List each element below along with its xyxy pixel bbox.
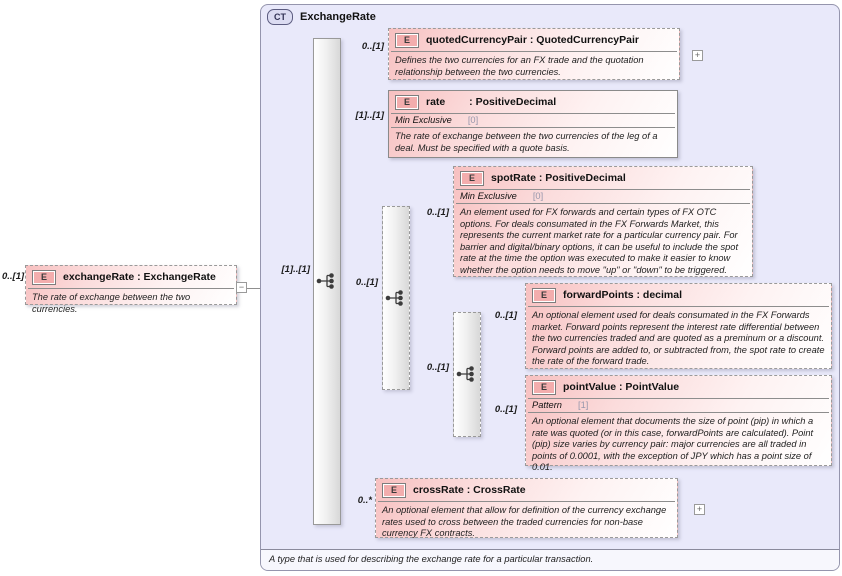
element-pointValue[interactable] xyxy=(525,375,832,473)
element-exchangeRate[interactable] xyxy=(25,265,237,314)
facet-row xyxy=(526,399,831,412)
cardinality-label: 0..[1] xyxy=(426,362,449,373)
complextype-icon: CT xyxy=(267,9,293,25)
complextype-annotation: A type that is used for describing the exchange rate for a particular transaction. xyxy=(261,549,839,570)
element-icon: E xyxy=(395,33,419,48)
cardinality-label: 0..[1] xyxy=(494,404,517,415)
facet-value: [0] xyxy=(532,191,544,201)
facet-value: [1] xyxy=(577,400,589,410)
element-annotation: The rate of exchange between the two currencies of the leg of a deal. Must be specified with a quote basis. xyxy=(395,131,658,153)
element-icon: E xyxy=(532,288,556,303)
cardinality-label: 0..[1] xyxy=(426,207,449,218)
facet-name: Min Exclusive xyxy=(460,191,517,201)
cardinality-label: 0..[1] xyxy=(361,41,384,52)
complextype-header[interactable] xyxy=(267,9,376,25)
facet-name: Min Exclusive xyxy=(395,115,452,125)
cardinality-label: [1]..[1] xyxy=(281,264,310,275)
element-annotation: The rate of exchange between the two currencies. xyxy=(32,292,191,314)
cardinality-label: 0..[1] xyxy=(494,310,517,321)
element-icon: E xyxy=(395,95,419,110)
element-title: quotedCurrencyPair : QuotedCurrencyPair xyxy=(426,34,639,46)
element-rate[interactable] xyxy=(388,90,678,158)
facet-name: Pattern xyxy=(532,400,562,410)
element-crossRate[interactable] xyxy=(375,478,678,538)
element-icon: E xyxy=(382,483,406,498)
element-forwardPoints[interactable] xyxy=(525,283,832,369)
element-title: spotRate : PositiveDecimal xyxy=(491,172,626,184)
facet-row xyxy=(454,190,752,203)
expand-toggle[interactable]: + xyxy=(694,504,705,515)
element-quotedCurrencyPair[interactable] xyxy=(388,28,680,80)
element-title: pointValue : PointValue xyxy=(563,381,680,393)
cardinality-label: [1]..[1] xyxy=(355,110,384,121)
element-annotation: An element used for FX forwards and certain types of FX OTC options. For deals consumated in the FX Forwards Market, this represents the current market rate for a particular currency pair. For barrier and digital/binary options, it can be useful to include the spot rate at the time the option was executed to make it easier to know whether the option needs to move "up" or "down" to be triggered. xyxy=(460,207,739,275)
element-icon: E xyxy=(460,171,484,186)
element-icon: E xyxy=(532,380,556,395)
expand-toggle[interactable]: + xyxy=(692,50,703,61)
element-annotation: An optional element used for deals consumated in the FX Forwards market. Forward points represent the interest rate differential between the two currencies traded and are quoted as a preminum or a discount. Forward points are added to, or subtracted from, the spot rate to create the rate of the forward trade. xyxy=(532,310,825,367)
element-annotation: An optional element that documents the size of point (pip) in which a rate was quoted (or in this case, forwardPoints are calculated). Point (pip) size varies by currency pair: major currencies are all traded in points of 0.0001, with the exception of JPY which has a point size of 0.01. xyxy=(532,416,814,473)
sequence-icon xyxy=(316,272,338,290)
element-title: rate : PositiveDecimal xyxy=(426,96,557,108)
cardinality-label: 0..[1] xyxy=(2,271,25,282)
element-annotation: Defines the two currencies for an FX trade and the quotation relationship between the two currencies. xyxy=(395,55,644,77)
element-title: forwardPoints : decimal xyxy=(563,289,683,301)
element-annotation: An optional element that allow for definition of the currency exchange rates used to cross between the traded currencies for non-base currency FX contracts. xyxy=(382,505,667,539)
cardinality-label: 0..[1] xyxy=(355,277,378,288)
complextype-title: ExchangeRate xyxy=(300,11,376,23)
element-title: exchangeRate : ExchangeRate xyxy=(63,271,216,283)
element-title: crossRate : CrossRate xyxy=(413,484,526,496)
facet-row xyxy=(389,114,677,127)
cardinality-label: 0..* xyxy=(357,495,372,506)
element-spotRate[interactable] xyxy=(453,166,753,277)
sequence-icon xyxy=(385,289,407,307)
sequence-icon xyxy=(456,365,478,383)
collapse-toggle[interactable]: − xyxy=(236,282,247,293)
facet-value: [0] xyxy=(467,115,479,125)
element-icon: E xyxy=(32,270,56,285)
